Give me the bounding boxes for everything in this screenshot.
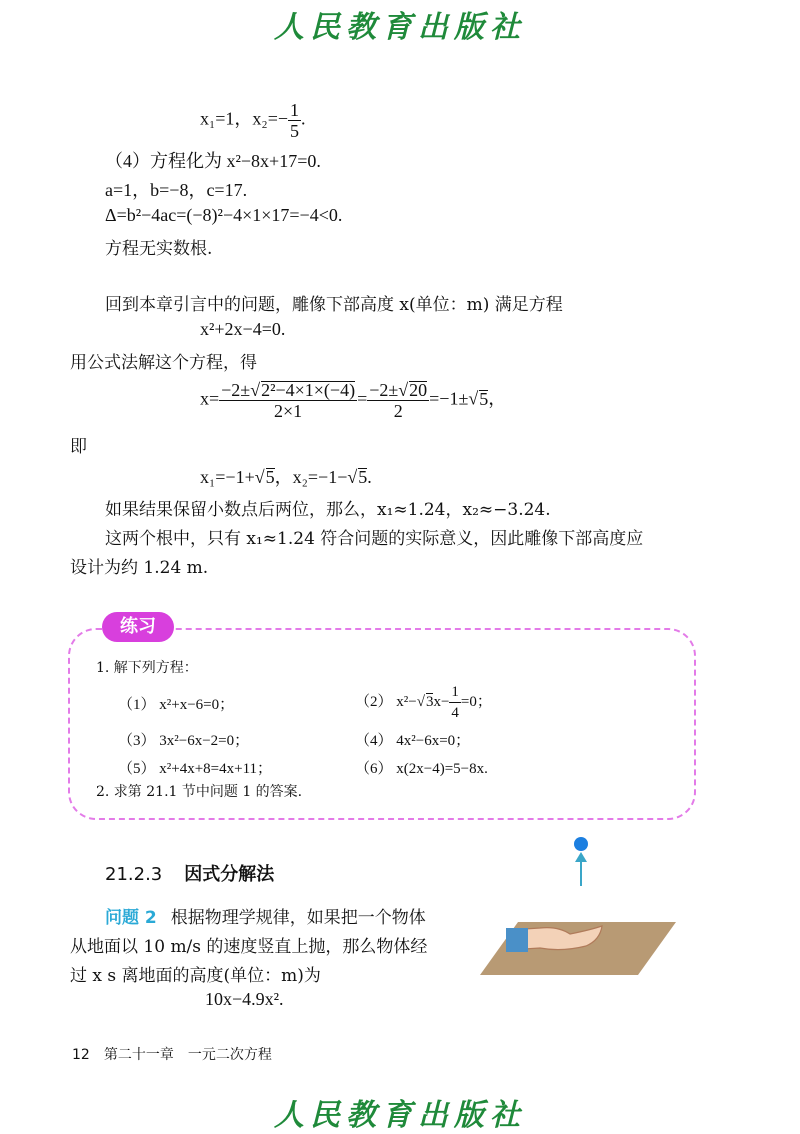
sqrt-sign: √ bbox=[250, 380, 261, 400]
text: −2± bbox=[221, 380, 251, 400]
numerator: 1 bbox=[290, 100, 300, 120]
radicand: 3 bbox=[425, 693, 434, 710]
solution-line-5: 方程无实数根. bbox=[105, 239, 213, 259]
radicand: 20 bbox=[409, 380, 428, 400]
sqrt-sign: √ bbox=[254, 467, 265, 487]
section-number: 21.2.3 bbox=[105, 864, 163, 885]
text: = bbox=[357, 388, 368, 409]
text: . bbox=[367, 467, 372, 487]
paragraph-conclusion-1: 这两个根中，只有 x₁≈1.24 符合问题的实际意义，因此雕像下部高度应 bbox=[105, 529, 644, 549]
text: x− bbox=[433, 693, 450, 710]
problem-line-3: 过 x s 离地面的高度(单位：m)为 bbox=[70, 966, 321, 986]
publisher-logo-top: 人民教育出版社 bbox=[274, 10, 526, 45]
denominator: 2 bbox=[393, 401, 403, 421]
height-expression: 10x−4.9x². bbox=[205, 989, 284, 1009]
text: x₁=1，x₂=− bbox=[200, 108, 289, 129]
paragraph-formula: 用公式法解这个方程，得 bbox=[70, 353, 257, 373]
text: −2± bbox=[369, 380, 399, 400]
text: 根据物理学规律，如果把一个物体 bbox=[170, 908, 426, 928]
sleeve bbox=[506, 928, 528, 952]
exercise-tag: 练习 bbox=[102, 612, 174, 642]
roots-line bbox=[200, 463, 372, 489]
exercise-question-1: 1. 解下列方程： bbox=[96, 660, 198, 676]
problem-line-1 bbox=[105, 903, 426, 928]
fraction-2 bbox=[367, 380, 429, 421]
denominator: 4 bbox=[451, 705, 459, 721]
exercise-item-2 bbox=[355, 682, 492, 723]
solution-line-3: a=1，b=−8，c=17. bbox=[105, 180, 248, 200]
section-heading bbox=[105, 860, 274, 886]
text: x= bbox=[200, 388, 220, 409]
chapter-title: 第二十一章 一元二次方程 bbox=[103, 1047, 272, 1063]
radicand: 5 bbox=[265, 467, 275, 487]
sqrt-sign: √ bbox=[347, 467, 358, 487]
exercise-item-4: （4） 4x²−6x=0； bbox=[355, 733, 471, 749]
paragraph-return: 回到本章引言中的问题，雕像下部高度 x(单位：m) 满足方程 bbox=[105, 295, 563, 315]
radicand: 5 bbox=[358, 467, 368, 487]
problem-label: 问题 2 bbox=[105, 908, 157, 928]
text: ， bbox=[488, 388, 507, 409]
sqrt-sign: √ bbox=[416, 693, 425, 710]
fraction-1 bbox=[219, 380, 357, 421]
throw-illustration bbox=[478, 830, 688, 980]
solution-line-2: （4）方程化为 x²−8x+17=0. bbox=[105, 151, 321, 171]
paragraph-ji: 即 bbox=[70, 437, 87, 457]
text: ，x₂=−1− bbox=[274, 467, 348, 487]
text: x₁=−1+ bbox=[200, 467, 255, 487]
exercise-question-2: 2. 求第 21.1 节中问题 1 的答案. bbox=[96, 784, 303, 800]
numerator bbox=[367, 380, 429, 401]
exercise-item-1: （1） x²+x−6=0； bbox=[118, 697, 235, 713]
denominator: 5 bbox=[290, 121, 300, 141]
arrowhead bbox=[575, 852, 587, 862]
paragraph-conclusion-2: 设计为约 1.24 m. bbox=[70, 558, 209, 578]
numerator bbox=[219, 380, 357, 401]
radicand: 2²−4×1×(−4) bbox=[261, 380, 356, 400]
numerator: 1 bbox=[449, 682, 461, 703]
text: （2） x²− bbox=[355, 693, 417, 710]
radicand: 5 bbox=[479, 388, 489, 409]
text: . bbox=[301, 108, 306, 129]
sqrt-sign: √ bbox=[468, 388, 479, 409]
problem-line-2: 从地面以 10 m/s 的速度竖直上抛，那么物体经 bbox=[70, 937, 428, 957]
solution-line-1 bbox=[200, 100, 306, 141]
fraction-one-fifth bbox=[288, 100, 301, 141]
quadratic-formula-line bbox=[200, 380, 506, 421]
text: =0； bbox=[460, 693, 492, 710]
exercise-item-5: （5） x²+4x+8=4x+11； bbox=[118, 761, 273, 777]
equation-1: x²+2x−4=0. bbox=[200, 319, 286, 339]
exercise-item-6: （6） x(2x−4)=5−8x. bbox=[355, 761, 488, 777]
solution-line-4: Δ=b²−4ac=(−8)²−4×1×17=−4<0. bbox=[105, 205, 343, 225]
paragraph-rounding: 如果结果保留小数点后两位，那么，x₁≈1.24，x₂≈−3.24. bbox=[105, 500, 551, 520]
text: =−1± bbox=[429, 388, 469, 409]
section-title: 因式分解法 bbox=[184, 864, 275, 885]
sqrt-sign: √ bbox=[398, 380, 409, 400]
fraction-one-quarter bbox=[449, 682, 461, 723]
page-footer bbox=[72, 1044, 272, 1064]
publisher-logo-bottom: 人民教育出版社 bbox=[274, 1098, 526, 1133]
ball-icon bbox=[574, 837, 588, 851]
page-number: 12 bbox=[72, 1047, 90, 1063]
exercise-item-3: （3） 3x²−6x−2=0； bbox=[118, 733, 250, 749]
denominator: 2×1 bbox=[274, 401, 303, 421]
